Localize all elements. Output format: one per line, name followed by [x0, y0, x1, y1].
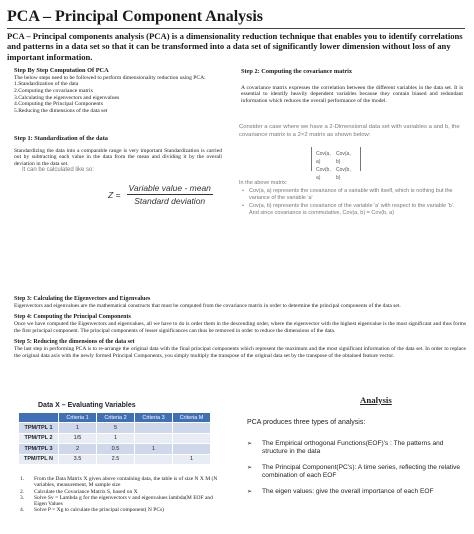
z-score-formula [108, 183, 213, 206]
steps-overview-item: 2.Computing the covariance matrix [14, 87, 94, 94]
procedure-number: 3. [20, 494, 25, 501]
table-cell: TPM/TPL N [19, 454, 59, 465]
step1-heading: Step 1: Standardization of the data [14, 135, 108, 142]
table-cell: 2.5 [97, 454, 135, 465]
table-cell [135, 433, 173, 444]
procedure-item [20, 507, 225, 513]
steps-overview-item: 5.Reducing the dimensions of the data set [14, 108, 108, 115]
table-cell [173, 444, 211, 455]
procedure-list [20, 476, 225, 514]
table-cell: TPM/TPL 1 [19, 423, 59, 434]
matrix-cell: Cov(a, a) [316, 151, 331, 165]
steps-overview-item: 3.Calculating the eigenvectors and eigenvalues [14, 94, 120, 101]
calc-note: It can be calculated like so: [22, 167, 95, 173]
steps-overview-item: 4.Computing the Principal Components [14, 101, 103, 108]
covariance-example: Consider a case where we have a 2-Dimensional data set with variables a and b, the covariance matrix is a 2×2 matrix as shown below: [239, 124, 460, 138]
procedure-number: 4. [20, 507, 25, 514]
table-header-cell: Criteria 1 [59, 413, 97, 423]
table-header-cell: Criteria 3 [135, 413, 173, 423]
step2-heading: Step 2: Computing the covariance matrix [241, 68, 353, 75]
table-cell: TPM/TPL 2 [19, 433, 59, 444]
analysis-title: Analysis [360, 395, 392, 405]
table-cell: 1 [135, 444, 173, 455]
step5-section [14, 339, 466, 359]
steps-overview-list [14, 81, 214, 115]
table-cell: 1 [173, 454, 211, 465]
table-title: Data X – Evaluating Variables [38, 402, 136, 409]
title-divider [7, 28, 465, 29]
analysis-item [247, 464, 467, 480]
matrix-note-bullet: • Cov(a, a) represents the covariance of a variable with itself, which is nothing but the variance of the variable 'a' [239, 188, 465, 202]
matrix-row [316, 150, 356, 166]
matrix-cell: Cov(b, b) [336, 167, 351, 181]
procedure-text: From the Data Matrix X given above containing data, the table is of size N X M (N variables, measurement, M sample size [34, 476, 218, 489]
table-cell [173, 423, 211, 434]
procedure-text: Solve Sv = Lambda g for the eigenvectors v and eigenvalues lambda(M EOF and Eigen Values [34, 494, 213, 508]
step5-body: The last step in performing PCA is to re-arrange the original data with the final principal components which represent the maximum and the most significant information of the data set. In order to replace the original data axis with the newly formed Principal Components, you simply multiply the transpose of the original data set by the transpose of the obtained feature vector. [14, 346, 466, 359]
table-row [19, 423, 211, 434]
table-cell: 2 [59, 444, 97, 455]
table-header-cell: Criteria M [173, 413, 211, 423]
table-cell: 0.5 [97, 444, 135, 455]
analysis-intro: PCA produces three types of analysis: [247, 419, 366, 426]
table-header-cell: Criteria 2 [97, 413, 135, 423]
analysis-item-text: The eigen values: give the overall importance of each EOF [262, 488, 434, 495]
procedure-text: Solve P = Xg to calculate the principal component( N PCs) [34, 507, 164, 514]
step4-heading: Step 4: Computing the Principal Components [14, 314, 131, 321]
procedure-item [20, 495, 225, 508]
steps-overview [14, 67, 214, 115]
analysis-item [247, 440, 467, 456]
matrix-explanation [239, 180, 465, 218]
matrix-note-bullet: • Cov(a, b) represents the covariance of the variable 'a' with respect to the variable 'b'. And since covariance is commutative, Cov(a, b) = Cov(b, a) [239, 203, 465, 217]
analysis-item [247, 488, 467, 496]
intro-paragraph: PCA – Principal components analysis (PCA) is a dimensionality reduction technique that enables you to identify correlations and patterns in a data set so that it can be transformed into a data set of significantly lower dimension without loss of any important information. [7, 31, 463, 62]
data-matrix-table [18, 412, 211, 465]
matrix-cell: Cov(b, a) [316, 167, 331, 181]
matrix-note-lead: In the above matrix: [239, 180, 288, 186]
table-cell [135, 454, 173, 465]
table-header-row [19, 413, 211, 423]
step4-body: Once we have computed the Eigenvectors and eigenvalues, all we have to do is order them in the descending order, where the eigenvector with the highest eigenvalue is the most significant and thus forms the first principal component. The principal components of lesser significances can thus be removed in order to reduce the dimensions of the data. [14, 321, 466, 334]
arrow-bullet-icon: ➢ [247, 465, 253, 471]
table-row [19, 444, 211, 455]
procedure-number: 1. [20, 476, 25, 482]
formula-fraction [127, 183, 213, 206]
step3-section [14, 296, 466, 309]
page-title: PCA – Principal Component Analysis [7, 8, 264, 25]
procedure-number: 2. [20, 488, 25, 495]
step2-section [241, 68, 463, 105]
arrow-bullet-icon: ➢ [247, 489, 253, 495]
step1-section [14, 135, 222, 168]
step4-section [14, 314, 466, 334]
steps-overview-heading: Step By Step Computation Of PCA [14, 67, 109, 74]
steps-3-to-5 [14, 296, 466, 364]
analysis-list [247, 440, 467, 504]
table-cell: 1 [97, 433, 135, 444]
formula-denominator: Standard deviation [134, 196, 206, 206]
procedure-item [20, 476, 225, 489]
step3-heading: Step 3: Calculating the Eigenvectors and Eigenvalues [14, 296, 151, 302]
formula-lhs: Z = [108, 189, 121, 200]
table-cell [135, 423, 173, 434]
table-cell: 1/5 [59, 433, 97, 444]
procedure-text: Calculate the Covariance Matrix S, based on X [34, 488, 138, 495]
steps-overview-lead: The below steps need to be followed to perform dimensionality reduction using PCA: [14, 74, 206, 81]
analysis-item-text: The Principal Component(PC's): A time series, reflecting the relative combination of each EOF [262, 464, 461, 479]
step1-body: Standardizing the data into a comparable range is very important Standardization is carried out by subtracting each value in the data from the mean and dividing it by the overall deviation in the data set. [14, 147, 222, 167]
table-cell: TPM/TPL 3 [19, 444, 59, 455]
analysis-item-text: The Empirical orthogonal Functions(EOF)'s : The patterns and structure in the data [262, 440, 444, 455]
table-cell: 5 [97, 423, 135, 434]
table-row [19, 433, 211, 444]
steps-overview-item: 1.Standardization of the data [14, 81, 79, 88]
table-cell: 3.5 [59, 454, 97, 465]
table-row [19, 454, 211, 465]
covariance-matrix [311, 147, 361, 181]
arrow-bullet-icon: ➢ [247, 441, 253, 447]
formula-numerator: Variable value - mean [128, 183, 211, 193]
step2-body: A covariance matrix expresses the correlation between the different variables in the data set. It is essential to identify heavily dependent variables because they contain biased and redundant information which reduces the overall performance of the model. [241, 84, 463, 104]
step3-body: Eigenvectors and eigenvalues are the mathematical constructs that must be computed from the covariance matrix in order to determine the principal components of the data set. [14, 303, 401, 309]
table-header-cell [19, 413, 59, 423]
step5-heading: Step 5: Reducing the dimensions of the data set [14, 339, 135, 346]
table-cell [173, 433, 211, 444]
table-cell: 1 [59, 423, 97, 434]
matrix-cell: Cov(a, b) [336, 151, 351, 165]
matrix-note-list [239, 188, 465, 217]
